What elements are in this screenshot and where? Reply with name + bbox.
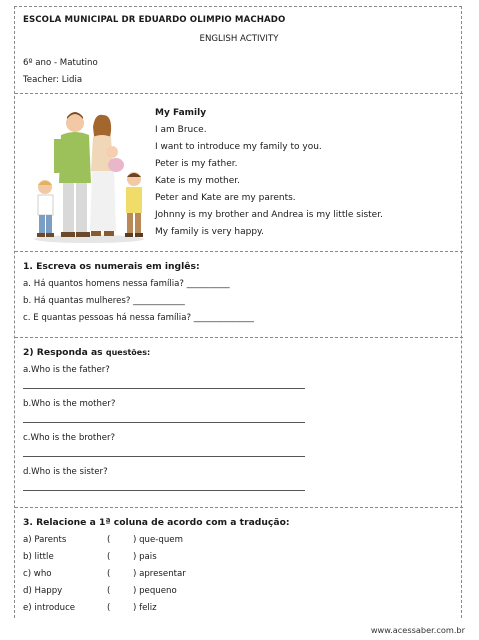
- match-left: a) Parents: [23, 535, 67, 545]
- story-line: I want to introduce my family to you.: [155, 142, 322, 152]
- match-left: b) little: [23, 552, 54, 562]
- story-line: I am Bruce.: [155, 125, 207, 135]
- worksheet: [14, 6, 462, 618]
- match-left: e) introduce: [23, 603, 76, 613]
- question-3-title: 3. Relacione a 1ª coluna de acordo com a tradução:: [23, 517, 290, 528]
- answer-line[interactable]: [23, 422, 305, 423]
- match-blank[interactable]: (: [107, 586, 111, 596]
- answer-line[interactable]: [23, 388, 305, 389]
- story-line: Kate is my mother.: [155, 176, 240, 186]
- family-illustration: [23, 105, 155, 245]
- story-line: Peter and Kate are my parents.: [155, 193, 296, 203]
- match-left: d) Happy: [23, 586, 63, 596]
- match-right: ) apresentar: [133, 569, 186, 579]
- match-blank[interactable]: (: [107, 603, 111, 613]
- match-right: ) pequeno: [133, 586, 177, 596]
- answer-line[interactable]: [23, 456, 305, 457]
- grade-info: 6º ano - Matutino: [23, 58, 98, 68]
- match-blank[interactable]: (: [107, 569, 111, 579]
- question-1-item: b. Há quantas mulheres? ____________: [23, 296, 185, 306]
- question-1-item: a. Há quantos homens nessa família? __________: [23, 279, 230, 289]
- footer-url[interactable]: www.acessaber.com.br: [370, 625, 465, 635]
- match-blank[interactable]: (: [107, 535, 111, 545]
- question-2-item: a.Who is the father?: [23, 365, 110, 375]
- match-right: ) feliz: [133, 603, 157, 613]
- answer-line[interactable]: [23, 490, 305, 491]
- match-right: ) que-quem: [133, 535, 183, 545]
- match-blank[interactable]: (: [107, 552, 111, 562]
- teacher-info: Teacher: Lidia: [23, 75, 83, 85]
- activity-title: ENGLISH ACTIVITY: [199, 34, 279, 44]
- question-1-title: 1. Escreva os numerais em inglês:: [23, 261, 200, 272]
- divider: [15, 251, 463, 252]
- match-left: c) who: [23, 569, 52, 579]
- story-line: My family is very happy.: [155, 227, 264, 237]
- story-line: Peter is my father.: [155, 159, 238, 169]
- question-2-item: c.Who is the brother?: [23, 433, 116, 443]
- school-name: ESCOLA MUNICIPAL DR EDUARDO OLIMPIO MACHADO: [23, 15, 286, 25]
- divider: [15, 93, 463, 94]
- question-1-item: c. E quantas pessoas há nessa família? ______________: [23, 313, 254, 323]
- story-line: Johnny is my brother and Andrea is my little sister.: [155, 210, 383, 220]
- question-2-title: 2) Responda as questões:: [23, 347, 151, 358]
- divider: [15, 507, 463, 508]
- divider: [15, 337, 463, 338]
- question-2-item: b.Who is the mother?: [23, 399, 116, 409]
- question-2-item: d.Who is the sister?: [23, 467, 108, 477]
- story-title: My Family: [155, 108, 207, 118]
- match-right: ) pais: [133, 552, 157, 562]
